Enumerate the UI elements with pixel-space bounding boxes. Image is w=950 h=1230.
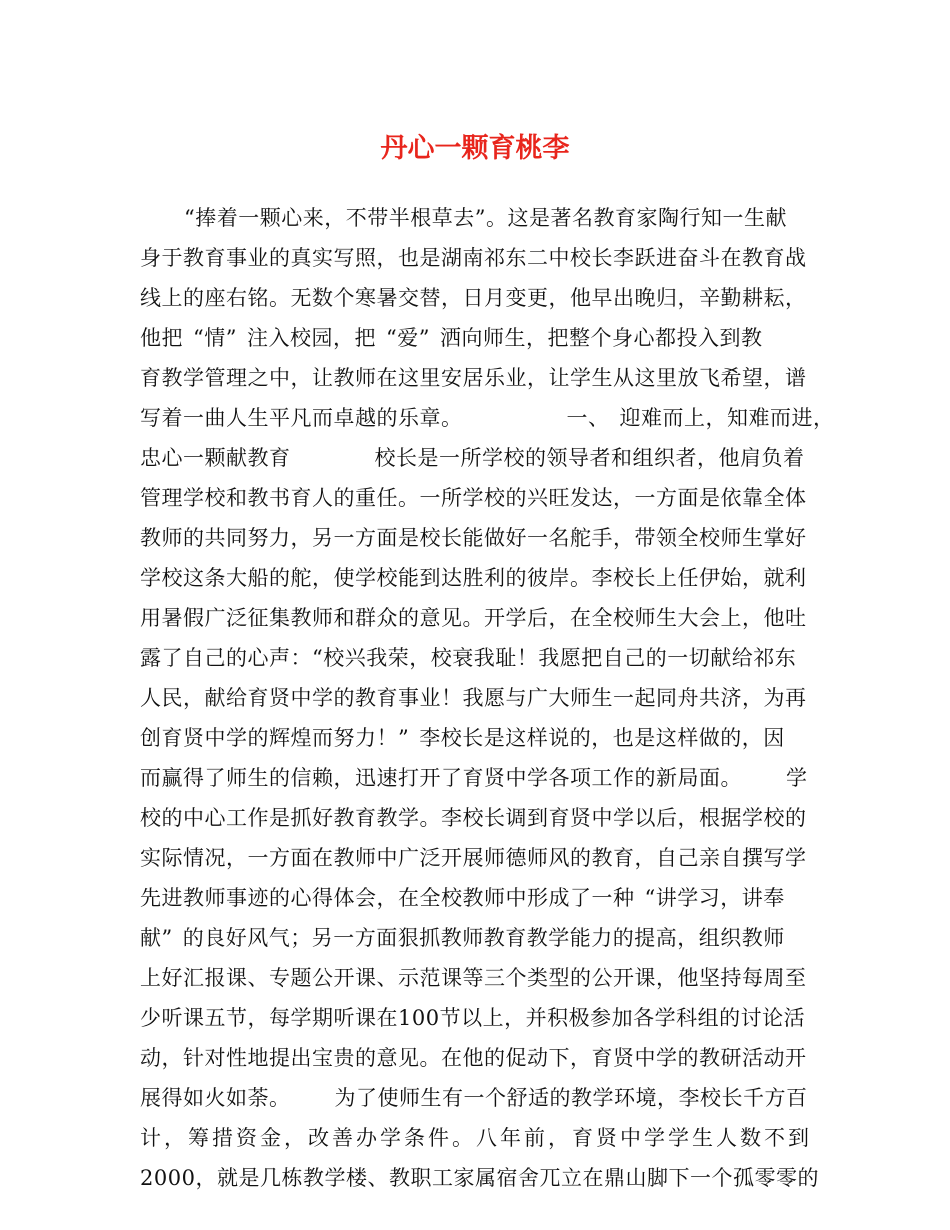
text-line-16 (140, 798, 830, 838)
text-line-21 (140, 998, 830, 1038)
text-segment: 露了自己的心声：“校兴我荣，校衰我耻！我愿把自己的一切献给祁东 (140, 646, 797, 670)
text-segment: “讲学习，讲奉 (644, 886, 785, 910)
text-segment: 动，针对性地提出宝贵的意见。在他的促动下，育贤中学的教研活动开 (140, 1046, 807, 1070)
text-line-17 (140, 838, 830, 878)
text-line-13 (140, 678, 830, 718)
text-segment: 注入校园，把 (246, 326, 376, 350)
text-segment: 育教学管理之中，让教师在这里安居乐业，让学生从这里放飞希望，谱 (140, 366, 807, 390)
text-segment: 身于教育事业的真实写照，也是湖南祁东二中校长李跃进奋斗在教育战 (140, 246, 807, 270)
text-line-18 (140, 878, 830, 918)
text-segment: 上好汇报课、专题公开课、示范课等三个类型的公开课，他坚持每周至 (140, 966, 807, 990)
text-segment: 学 (786, 766, 808, 790)
text-segment: 用暑假广泛征集教师和群众的意见。开学后，在全校师生大会上，他吐 (140, 606, 807, 630)
text-segment: 2000，就是几栋教学楼、教职工家属宿舍兀立在鼎山脚下一个孤零零的 (140, 1166, 819, 1190)
document-title: 丹心一颗育桃李 (380, 133, 570, 164)
text-segment: 校长是一所学校的领导者和组织者，他肩负着 (374, 446, 805, 470)
section-heading: 迎难而上，知难而进， (619, 406, 835, 430)
text-segment: 展得如火如荼。 (140, 1086, 291, 1110)
text-line-15 (140, 758, 830, 798)
text-line-19 (140, 918, 830, 958)
text-segment: 创育贤中学的辉煌而努力！” (140, 726, 410, 750)
text-segment: 教师的共同努力，另一方面是校长能做好一名舵手，带领全校师生掌好 (140, 526, 807, 550)
text-segment: 李校长是这样说的，也是这样做的，因 (419, 726, 785, 750)
text-line-4 (140, 318, 830, 358)
text-segment: “爱” (385, 326, 430, 350)
text-line-6 (140, 398, 835, 438)
text-line-7 (140, 438, 830, 478)
text-line-24 (140, 1118, 830, 1158)
text-segment: 校的中心工作是抓好教育教学。李校长调到育贤中学以后，根据学校的 (140, 806, 807, 830)
text-segment: 的良好风气；另一方面狠抓教师教育教学能力的提高，组织教师 (182, 926, 785, 950)
text-line-20 (140, 958, 830, 998)
text-segment: 洒向师生，把整个身心都投入到教 (439, 326, 763, 350)
text-segment: 人民，献给育贤中学的教育事业！我愿与广大师生一起同舟共济，为再 (140, 686, 807, 710)
section-number: 一、 (566, 406, 610, 430)
text-segment: 献” (140, 926, 173, 950)
text-line-3 (140, 278, 830, 318)
text-line-14 (140, 718, 830, 758)
text-segment: 他把 (140, 326, 183, 350)
text-line-10 (140, 558, 830, 598)
text-line-2 (140, 238, 830, 278)
text-segment: “情” (193, 326, 237, 350)
text-line-25 (140, 1158, 830, 1198)
text-segment: 计，筹措资金，改善办学条件。八年前，育贤中学学生人数不到 (140, 1126, 812, 1150)
text-line-1 (140, 198, 830, 238)
section-heading: 忠心一颗献教育 (140, 446, 291, 470)
text-segment: 而赢得了师生的信赖，迅速打开了育贤中学各项工作的新局面。 (140, 766, 742, 790)
text-line-5 (140, 358, 830, 398)
text-segment: 线上的座右铭。无数个寒暑交替，日月变更，他早出晚归，辛勤耕耘， (140, 286, 807, 310)
text-line-11 (140, 598, 830, 638)
text-line-12 (140, 638, 830, 678)
text-segment: 学校这条大船的舵，使学校能到达胜利的彼岸。李校长上任伊始，就利 (140, 566, 807, 590)
text-segment: 为了使师生有一个舒适的教学环境，李校长千方百 (334, 1086, 808, 1110)
text-line-8 (140, 478, 830, 518)
text-segment: 少听课五节，每学期听课在100节以上，并积极参加各学科组的讨论活 (140, 1006, 806, 1030)
text-segment: 管理学校和教书育人的重任。一所学校的兴旺发达，一方面是依靠全体 (140, 486, 807, 510)
text-line-22 (140, 1038, 830, 1078)
text-segment: 写着一曲人生平凡而卓越的乐章。 (140, 406, 463, 430)
text-segment: “捧着一颗心来，不带半根草去”。这是著名教育家陶行知一生献 (184, 206, 787, 230)
text-segment: 先进教师事迹的心得体会，在全校教师中形成了一种 (140, 886, 635, 910)
document-body (140, 198, 835, 1198)
text-segment: 实际情况，一方面在教师中广泛开展师德师风的教育，自己亲自撰写学 (140, 846, 807, 870)
text-line-23 (140, 1078, 830, 1118)
text-line-9 (140, 518, 830, 558)
